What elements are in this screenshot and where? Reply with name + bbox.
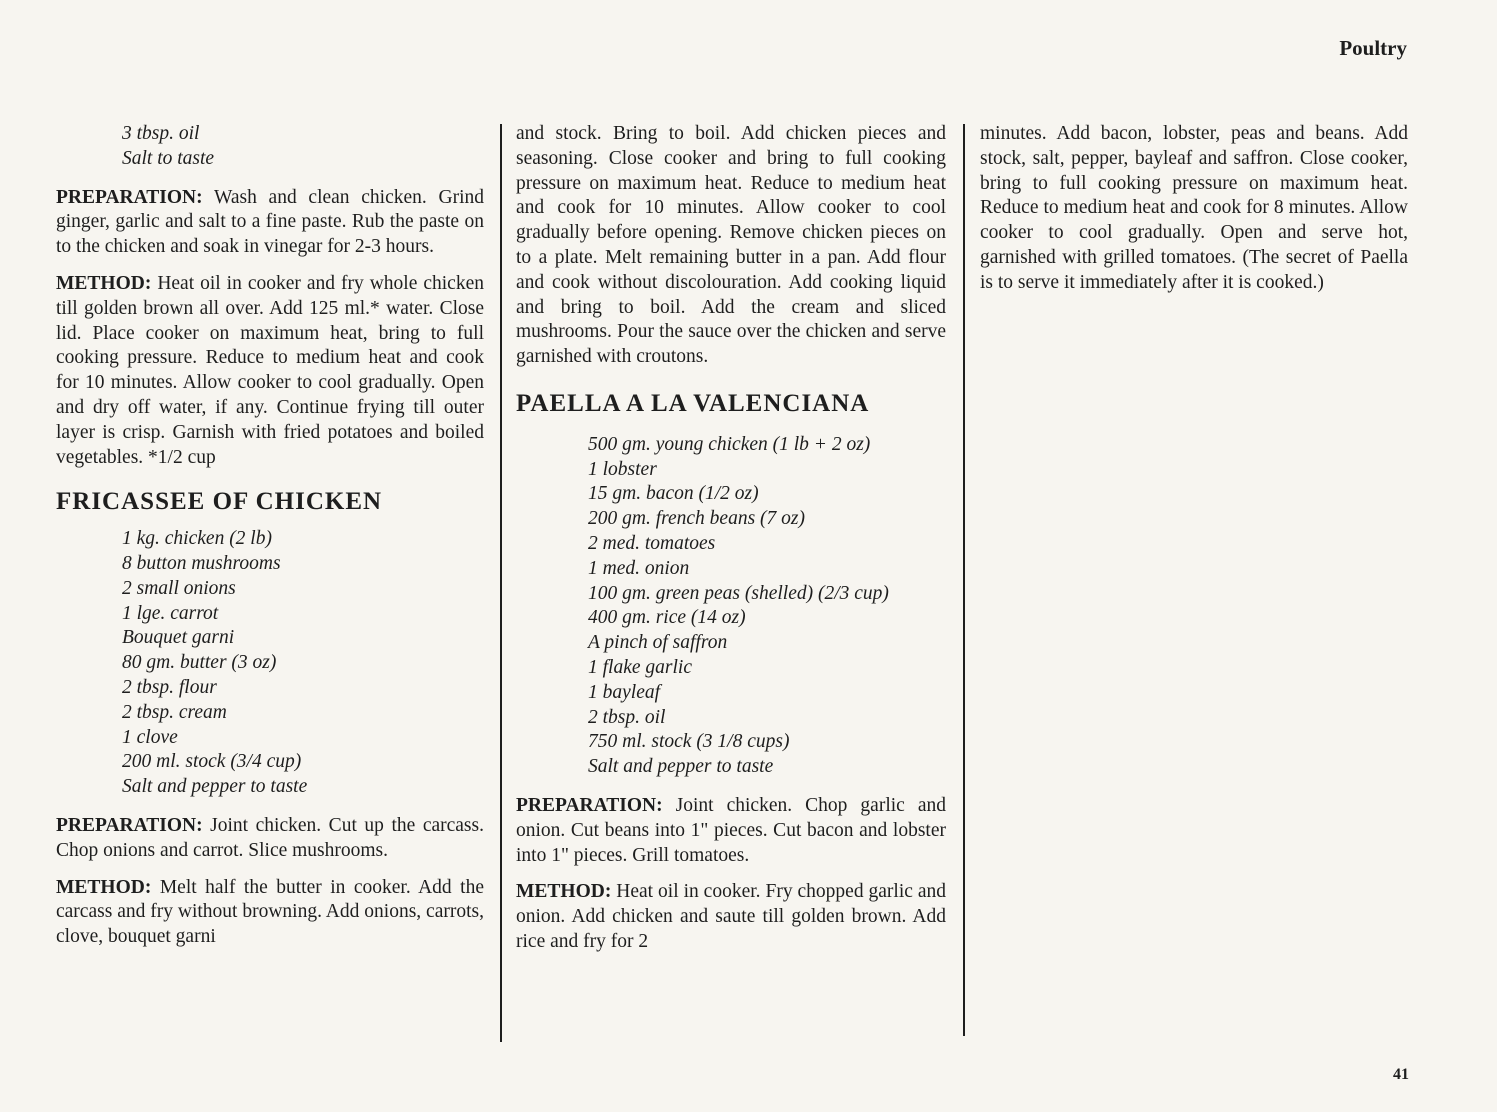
preparation-text: Joint chicken. Chop garlic and onion. Cut beans into 1" pieces. Cut bacon and lobster into 1" pieces. Grill tomatoes.: [516, 794, 946, 866]
ingredient: 2 tbsp. cream: [122, 701, 227, 723]
method-label: METHOD:: [56, 272, 152, 294]
preparation-text: Wash and clean chicken. Grind ginger, garlic and salt to a fine paste. Rub the paste on to the chicken and soak in vinegar for 2-3 hours.: [56, 186, 484, 258]
ingredient: 8 button mushrooms: [122, 552, 281, 574]
preparation-label: PREPARATION:: [56, 814, 203, 836]
method-label: METHOD:: [516, 881, 612, 903]
method-paragraph: [56, 272, 484, 470]
column-left: [56, 122, 484, 1052]
ingredient: 1 med. onion: [588, 557, 690, 579]
method-text: Heat oil in cooker and fry whole chicken till golden brown all over. Add 125 ml.* water. Close lid. Place cooker on maximum heat, bring to full cooking pressure. Reduce to medium heat and cook for 10 minutes. Allow cooker to cool gradually. Open and dry off water, if any. Continue frying till outer layer is crisp. Garnish with fried potatoes and boiled vegetables. *1/2 cup: [56, 272, 484, 468]
ingredient-list-top: [56, 122, 484, 172]
ingredient: 15 gm. bacon (1/2 oz): [588, 483, 759, 505]
ingredient: 3 tbsp. oil: [122, 123, 200, 144]
ingredient: 2 tbsp. oil: [588, 706, 666, 728]
ingredient: 2 med. tomatoes: [588, 532, 716, 554]
ingredient: Bouquet garni: [122, 627, 235, 649]
column-middle: [516, 122, 946, 1052]
ingredient-list-fricassee: [56, 527, 484, 800]
method-paragraph: [516, 880, 946, 954]
method-label: METHOD:: [56, 876, 152, 898]
ingredient: Salt to taste: [122, 147, 215, 169]
ingredient: 80 gm. butter (3 oz): [122, 652, 277, 674]
column-divider: [500, 124, 502, 1042]
method-text: Melt half the butter in cooker. Add the carcass and fry without browning. Add onions, carrots, clove, bouquet garni: [56, 876, 484, 948]
ingredient: 400 gm. rice (14 oz): [588, 607, 746, 629]
continuation-paragraph: minutes. Add bacon, lobster, peas and beans. Add stock, salt, pepper, bayleaf and saffron. Close cooker, bring to full cooking pressure on maximum heat. Reduce to medium heat and cook for 8 minutes. Allow cooker to cool gradually. Open and serve hot, garnished with grilled tomatoes. (The secret of Paella is to serve it immediately after it is cooked.): [980, 123, 1408, 293]
ingredient: 1 lge. carrot: [122, 602, 219, 624]
column-right: [980, 122, 1408, 1052]
continuation-paragraph: and stock. Bring to boil. Add chicken pieces and seasoning. Close cooker and bring to full cooking pressure on maximum heat. Reduce to medium heat and cook for 10 minutes. Allow cooker to cool gradually before opening. Remove chicken pieces on to a plate. Melt remaining butter in a pan. Add flour and cook without discolouration. Add cooking liquid and bring to boil. Add the cream and sliced mushrooms. Pour the sauce over the chicken and serve garnished with croutons.: [516, 123, 946, 368]
page-number: 41: [1393, 1066, 1409, 1083]
ingredient: 2 small onions: [122, 577, 236, 599]
ingredient: 1 lobster: [588, 458, 657, 480]
preparation-paragraph: [56, 186, 484, 260]
column-divider: [963, 124, 965, 1036]
preparation-paragraph: [56, 814, 484, 864]
ingredient: Salt and pepper to taste: [588, 756, 774, 778]
ingredient: 750 ml. stock (3 1/8 cups): [588, 731, 790, 753]
preparation-label: PREPARATION:: [516, 794, 663, 816]
preparation-paragraph: [516, 794, 946, 868]
ingredient: 1 flake garlic: [588, 656, 692, 678]
ingredient: 500 gm. young chicken (1 lb + 2 oz): [588, 433, 871, 455]
method-paragraph: [56, 876, 484, 950]
recipe-title-paella: PAELLA A LA VALENCIANA: [516, 389, 870, 417]
ingredient: Salt and pepper to taste: [122, 776, 308, 798]
section-header: Poultry: [1339, 36, 1407, 60]
method-text: Heat oil in cooker. Fry chopped garlic and onion. Add chicken and saute till golden brown. Add rice and fry for 2: [516, 881, 946, 952]
ingredient: 1 clove: [122, 726, 178, 748]
ingredient: A pinch of saffron: [588, 632, 728, 654]
recipe-title-fricassee: FRICASSEE OF CHICKEN: [56, 488, 383, 516]
ingredient: 100 gm. green peas (shelled) (2/3 cup): [588, 582, 889, 604]
ingredient: 1 bayleaf: [588, 681, 661, 703]
ingredient: 200 gm. french beans (7 oz): [588, 508, 805, 530]
ingredient: 2 tbsp. flour: [122, 676, 217, 698]
preparation-label: PREPARATION:: [56, 186, 203, 208]
ingredient: 200 ml. stock (3/4 cup): [122, 751, 302, 773]
ingredient-list-paella: [516, 433, 946, 780]
ingredient: 1 kg. chicken (2 lb): [122, 528, 272, 550]
preparation-text: Joint chicken. Cut up the carcass. Chop onions and carrot. Slice mushrooms.: [56, 814, 484, 861]
